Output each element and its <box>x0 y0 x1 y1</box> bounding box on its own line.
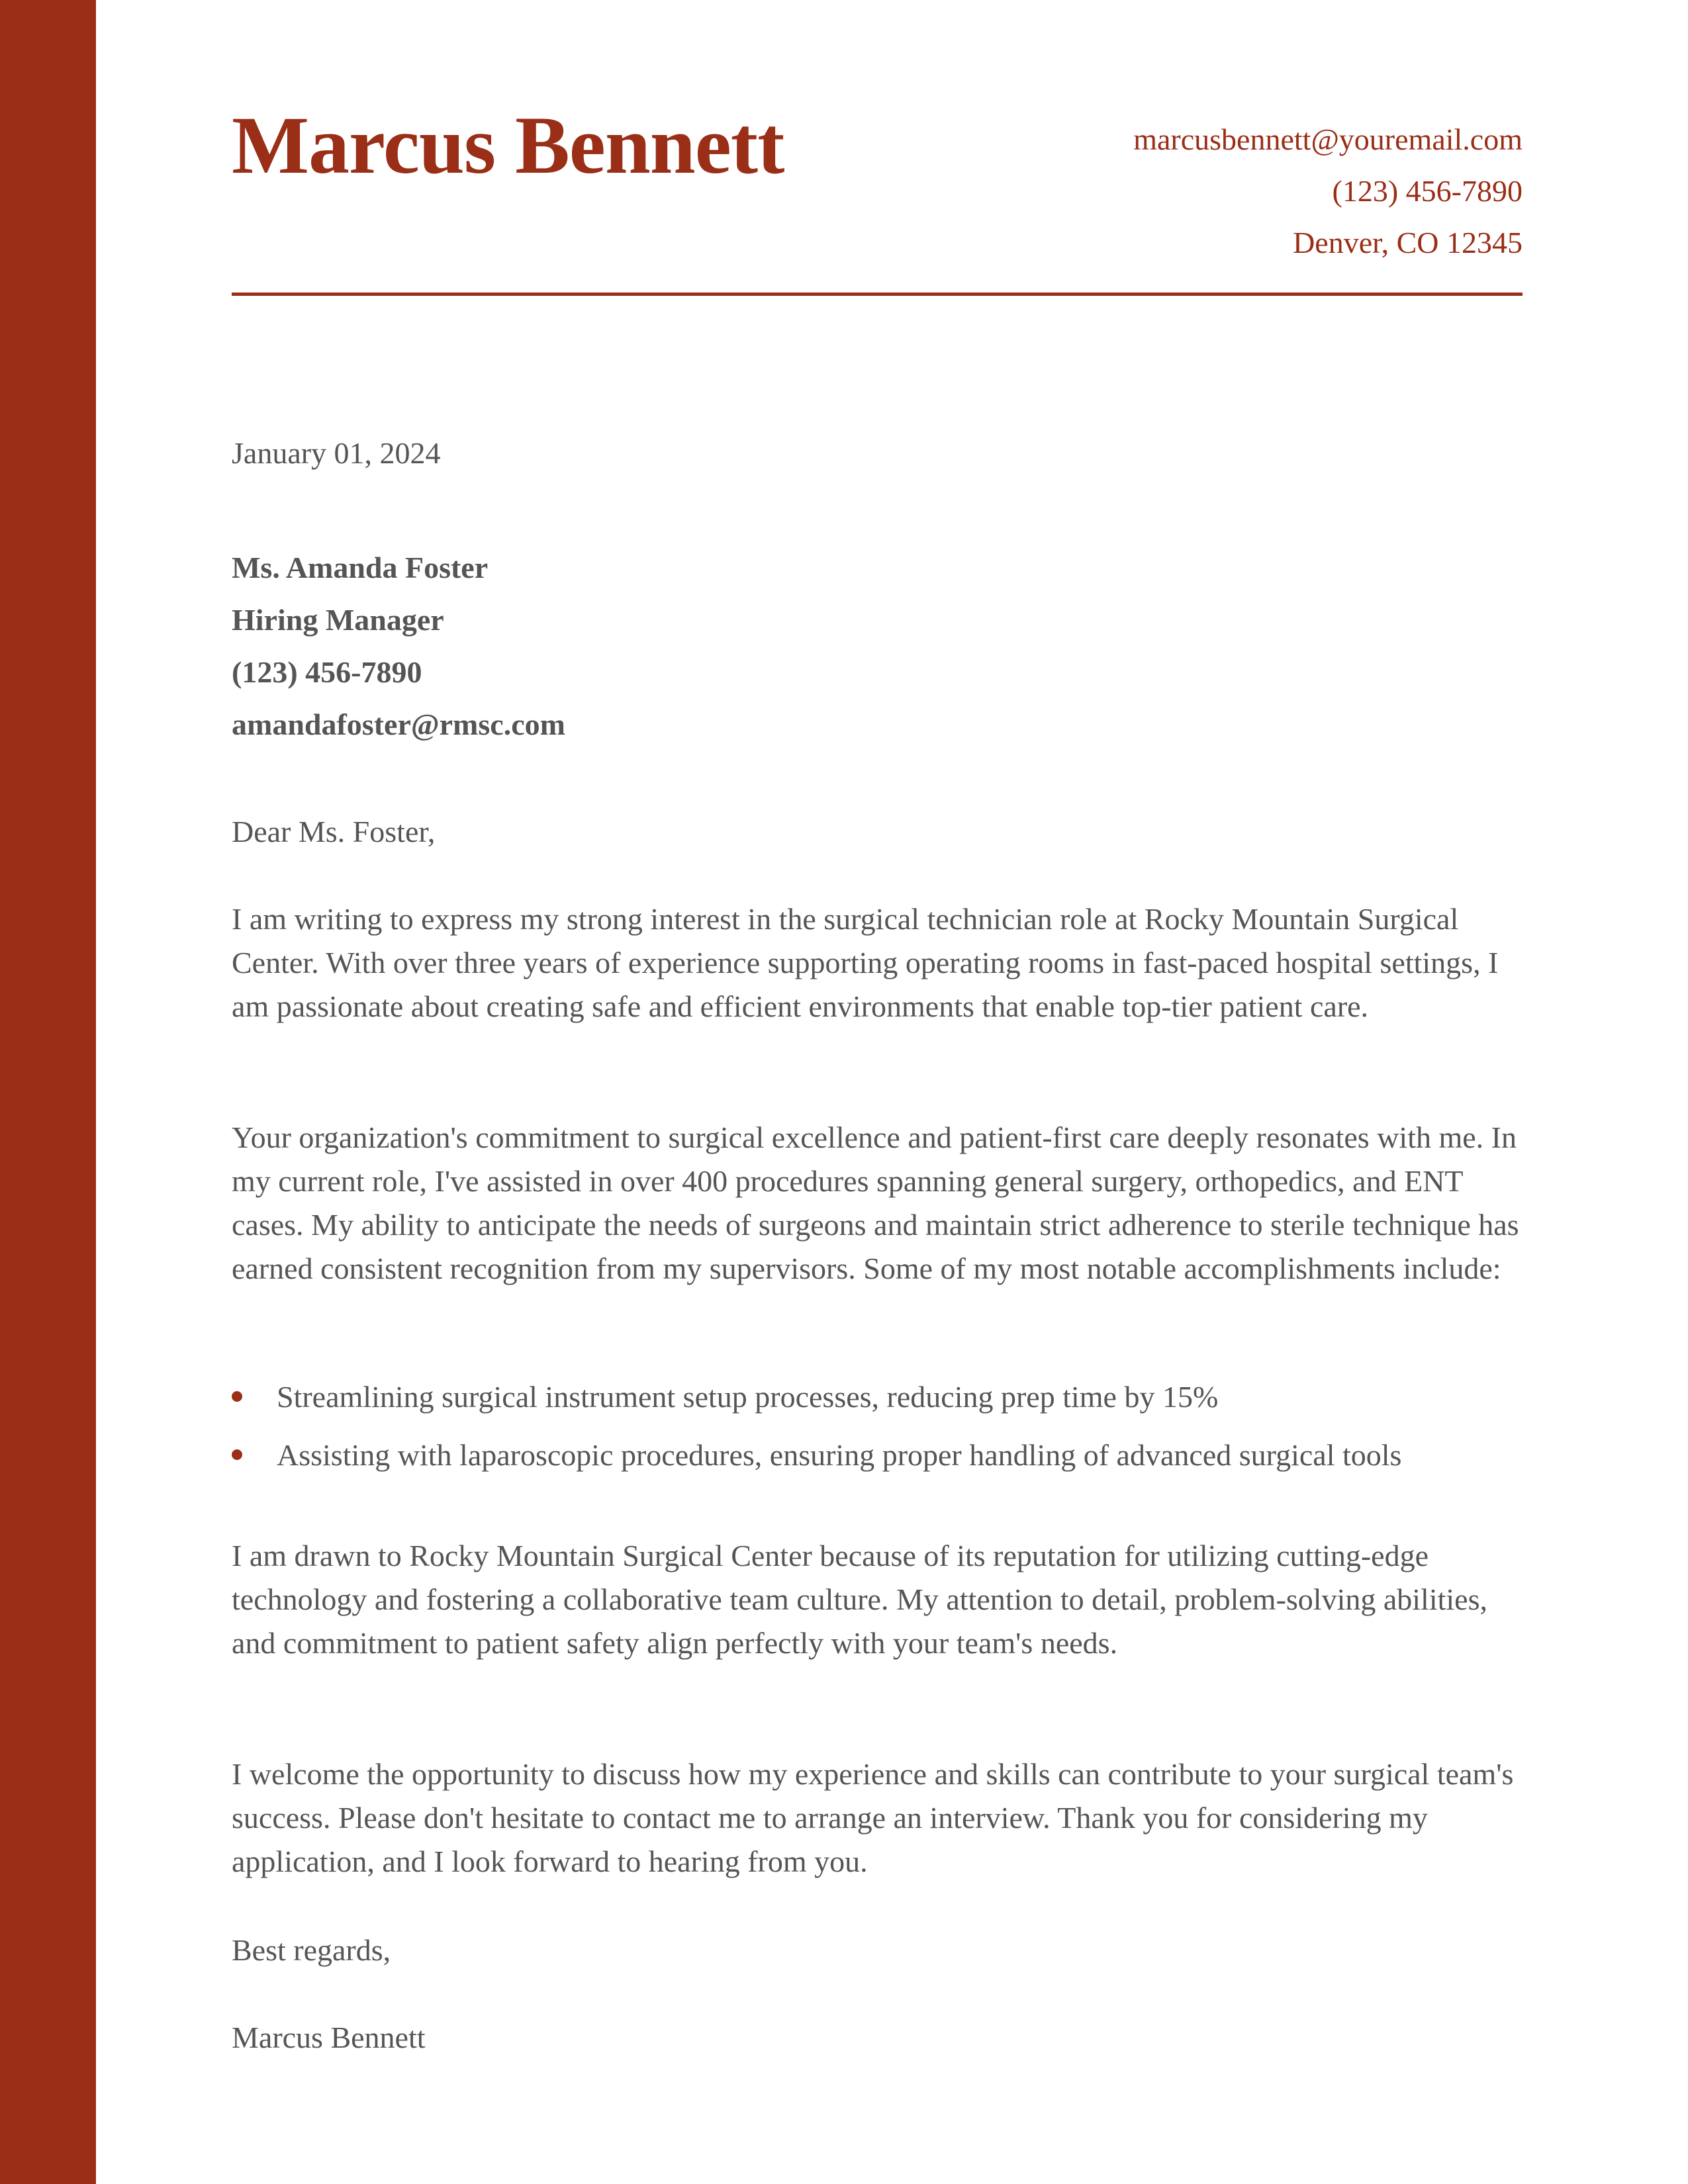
recipient-email: amandafoster@rmsc.com <box>232 707 565 741</box>
sender-name: Marcus Bennett <box>232 100 784 191</box>
list-item <box>232 1433 1523 1492</box>
bullet-icon <box>232 1391 242 1402</box>
recipient-title: Hiring Manager <box>232 603 444 637</box>
recipient-phone: (123) 456-7890 <box>232 655 422 689</box>
header-divider <box>232 293 1523 296</box>
recipient-name: Ms. Amanda Foster <box>232 551 489 584</box>
paragraph-closing: I welcome the opportunity to discuss how my experience and skills can contribute to your surgical team's success. Please don't hesitate to contact me to arrange an interview. Thank you for considering my application, and I look forward to hearing from you. <box>232 1757 1514 1878</box>
paragraph-intro: I am writing to express my strong interest in the surgical technician role at Rocky Mountain Surgical Center. With over three years of experience supporting operating rooms in fast-paced hospital settings, I am passionate about creating safe and efficient environments that enable top-tier patient care. <box>232 902 1499 1023</box>
closing-phrase: Best regards, <box>232 1933 391 1967</box>
salutation: Dear Ms. Foster, <box>232 815 436 848</box>
letter-date: January 01, 2024 <box>232 436 441 470</box>
letter-header <box>232 0 1523 295</box>
signature-name: Marcus Bennett <box>232 2021 426 2054</box>
accomplishment-text: Streamlining surgical instrument setup processes, reducing prep time by 15% <box>277 1380 1219 1414</box>
sender-email: marcusbennett@youremail.com <box>1133 122 1523 156</box>
accomplishments-list <box>232 1375 1523 1492</box>
paragraph-motivation: I am drawn to Rocky Mountain Surgical Center because of its reputation for utilizing cutting-edge technology and fostering a collaborative team culture. My attention to detail, problem-solving abilities, and commitment to patient safety align perfectly with your team's needs. <box>232 1539 1487 1660</box>
paragraph-experience: Your organization's commitment to surgical excellence and patient-first care deeply resonates with me. In my current role, I've assisted in over 400 procedures spanning general surgery, orthopedics, and ENT cases. My ability to anticipate the needs of surgeons and maintain strict adherence to sterile technique has earned consistent recognition from my supervisors. Some of my most notable accomplishments include: <box>232 1120 1519 1285</box>
sender-contact-block <box>1133 114 1523 269</box>
list-item <box>232 1375 1523 1433</box>
recipient-block <box>232 541 565 751</box>
bullet-icon <box>232 1449 242 1460</box>
cover-letter-page <box>232 0 1523 2054</box>
accomplishment-text: Assisting with laparoscopic procedures, ensuring proper handling of advanced surgical tools <box>277 1438 1402 1472</box>
sender-location: Denver, CO 12345 <box>1293 226 1523 259</box>
accent-sidebar <box>0 0 96 2184</box>
sender-phone: (123) 456-7890 <box>1332 174 1523 208</box>
